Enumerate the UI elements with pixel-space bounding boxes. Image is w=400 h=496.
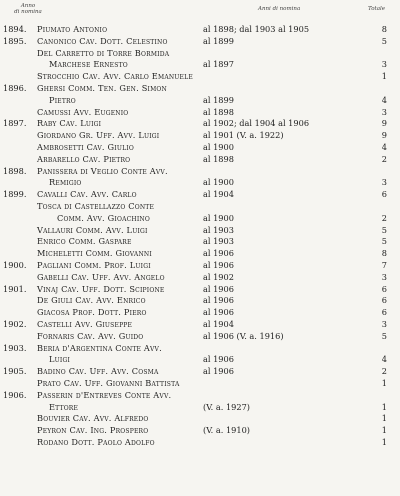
table-row [0,366,400,378]
row-total: 6 [381,295,387,306]
table-row [0,213,400,225]
row-years: al 1898 [203,106,234,117]
row-name: Ettore [49,401,79,412]
row-name: Prato Cav. Uff. Giovanni Battista [37,377,180,388]
row-year: 1898. [3,165,27,176]
row-total: 5 [381,330,387,341]
row-years: al 1904 [203,189,234,200]
row-name: Marchese Ernesto [49,59,128,70]
row-years: al 1899 [203,94,234,105]
row-name: Giacosa Prof. Dott. Piero [37,307,147,318]
row-name: Luigi [49,354,71,365]
row-years: al 1900 [203,212,234,223]
row-year: 1896. [3,82,27,93]
row-year: 1900. [3,259,27,270]
table-row [0,413,400,425]
table-row [0,402,400,414]
table-row [0,236,400,248]
row-name: Beria d'Argentina Conte Avv. [37,342,162,353]
row-name: Passerin d'Entreves Conte Avv. [37,389,172,400]
row-year: 1906. [3,389,27,400]
row-years: al 1898; dal 1903 al 1905 [203,24,310,34]
table-row [0,24,400,36]
table-row [0,71,400,83]
row-years: al 1900 [203,177,234,188]
table-row [0,295,400,307]
row-name: Rodano Dott. Paolo Adolfo [37,436,155,447]
table-row [0,107,400,119]
row-total: 1 [381,71,387,82]
table-row [0,177,400,189]
row-name: Badino Cav. Uff. Avv. Cosma [37,366,159,377]
row-name: Peyron Cav. Ing. Prospero [37,425,149,436]
row-name: Remigio [49,177,82,188]
row-total: 1 [381,401,387,412]
row-total: 4 [381,94,387,105]
table-row [0,95,400,107]
table-row [0,248,400,260]
table-row [0,201,400,213]
row-total: 2 [381,212,387,223]
row-year: 1897. [3,118,27,129]
row-year: 1895. [3,35,27,46]
row-year: 1894. [3,24,27,34]
row-total: 1 [381,413,387,424]
row-years: (V. a. 1927) [203,401,250,412]
row-name: Del Carretto di Torre Bormida [37,47,170,58]
row-name: Cavalli Cav. Avv. Carlo [37,189,137,200]
row-years: al 1900 [203,141,234,152]
table-header [0,0,400,22]
table-row [0,48,400,60]
row-year: 1903. [3,342,27,353]
row-years: al 1906 [203,366,234,377]
row-years: al 1902; dal 1904 al 1906 [203,118,310,129]
row-years: al 1899 [203,35,234,46]
row-name: Tosca di Castellazzo Conte [37,200,155,211]
row-name: Castelli Avv. Giuseppe [37,318,133,329]
row-name: Raby Cav. Luigi [37,118,102,129]
row-years: al 1906 [203,283,234,294]
row-years: al 1903 [203,224,234,235]
row-name: Enrico Comm. Gaspare [37,236,132,247]
row-total: 8 [381,248,387,259]
row-years: al 1904 [203,318,234,329]
table-row [0,307,400,319]
row-years: al 1901 (V. a. 1922) [203,130,284,141]
table-row [0,343,400,355]
table-row [0,354,400,366]
row-years: al 1906 [203,259,234,270]
row-total: 5 [381,35,387,46]
table-row [0,118,400,130]
row-name: Arbarello Cav. Pietro [37,153,131,164]
row-total: 4 [381,354,387,365]
row-year: 1901. [3,283,27,294]
row-name: Bouvier Cav. Avv. Alfredo [37,413,149,424]
table-row [0,425,400,437]
row-name: Ambrosetti Cav. Giulio [37,141,134,152]
row-total: 9 [381,130,387,141]
row-total: 9 [381,118,387,129]
row-name: Micheletti Comm. Giovanni [37,248,152,259]
row-total: 3 [381,271,387,282]
row-name: Panissera di Veglio Conte Avv. [37,165,168,176]
row-name: Pietro [49,94,76,105]
row-years: al 1906 [203,354,234,365]
table-row [0,154,400,166]
row-years: al 1897 [203,59,234,70]
table-row [0,390,400,402]
row-total: 6 [381,307,387,318]
row-total: 6 [381,189,387,200]
table-row [0,59,400,71]
row-years: al 1906 [203,248,234,259]
table-row [0,83,400,95]
table-row [0,36,400,48]
row-total: 5 [381,224,387,235]
table-row [0,142,400,154]
row-total: 1 [381,377,387,388]
row-name: Vinaj Cav. Uff. Dott. Scipione [37,283,165,294]
table-row [0,284,400,296]
row-name: Vallauri Comm. Avv. Luigi [37,224,148,235]
row-years: al 1902 [203,271,234,282]
table-row [0,437,400,449]
row-total: 3 [381,318,387,329]
members-table [0,24,400,449]
row-years: (V. a. 1910) [203,425,250,436]
row-total: 7 [381,259,387,270]
row-name: Giordano Gr. Uff. Avv. Luigi [37,130,160,141]
row-years: al 1906 [203,307,234,318]
row-name: Comm. Avv. Gioachino [57,212,150,223]
row-years: al 1906 [203,295,234,306]
table-row [0,319,400,331]
table-row [0,378,400,390]
header-anno [6,3,50,15]
header-anni: Anni di nomina [258,6,301,12]
row-name: Pagliani Comm. Prof. Luigi [37,259,151,270]
row-years: al 1898 [203,153,234,164]
row-name: Camussi Avv. Eugenio [37,106,129,117]
table-row [0,331,400,343]
row-total: 2 [381,366,387,377]
row-years: al 1906 (V. a. 1916) [203,330,284,341]
row-total: 6 [381,283,387,294]
row-year: 1905. [3,366,27,377]
row-name: Piumato Antonio [37,24,108,34]
row-name: Strocchio Cav. Avv. Carlo Emanuele [37,71,193,82]
row-name: Ghersi Comm. Ten. Gen. Simon [37,82,167,93]
header-anno-line1: Anno [20,3,36,9]
row-total: 3 [381,106,387,117]
row-total: 1 [381,436,387,447]
row-total: 1 [381,425,387,436]
row-total: 2 [381,153,387,164]
table-row [0,189,400,201]
table-row [0,260,400,272]
table-row [0,166,400,178]
table-row [0,130,400,142]
row-total: 8 [381,24,387,34]
row-year: 1899. [3,189,27,200]
table-row [0,225,400,237]
row-name: Gabelli Cav. Uff. Avv. Angelo [37,271,165,282]
header-anno-line2: di nomina [14,9,42,15]
row-name: Fornaris Cav. Avv. Guido [37,330,144,341]
row-total: 4 [381,141,387,152]
row-years: al 1903 [203,236,234,247]
row-year: 1902. [3,318,27,329]
row-total: 5 [381,236,387,247]
row-name: Canonico Cav. Dott. Celestino [37,35,168,46]
row-total: 3 [381,177,387,188]
row-name: De Giuli Cav. Avv. Enrico [37,295,146,306]
table-row [0,272,400,284]
header-totale: Totale [368,6,386,12]
row-total: 3 [381,59,387,70]
